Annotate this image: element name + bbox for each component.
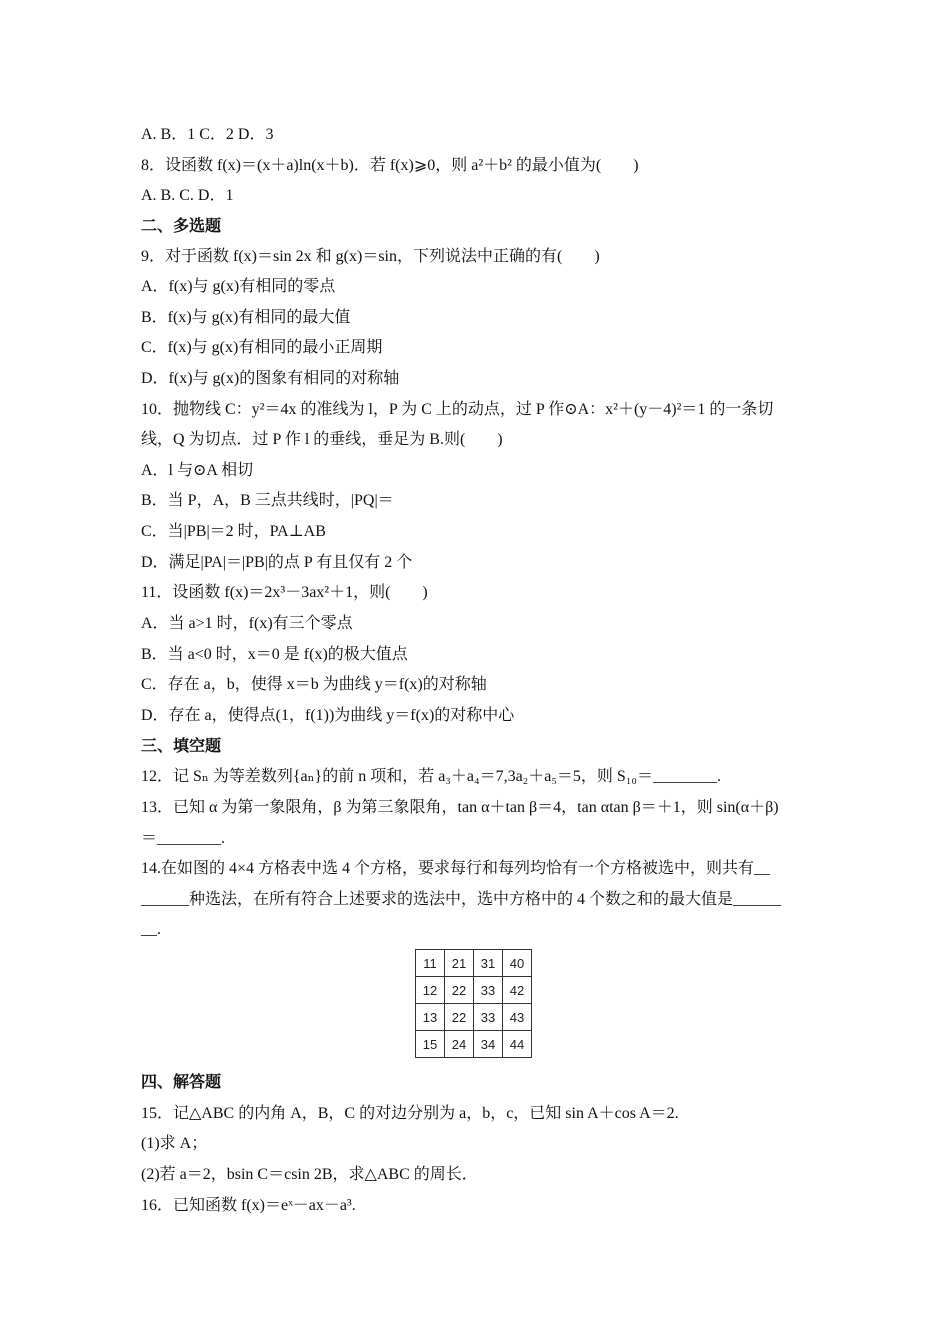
- q7-options: A. B．1 C．2 D．3: [141, 126, 274, 143]
- q13-stem-line2: ＝________.: [141, 830, 226, 847]
- q9-option-a: A．f(x)与 g(x)有相同的零点: [141, 278, 336, 295]
- q9-option-d: D．f(x)与 g(x)的图象有相同的对称轴: [141, 370, 400, 387]
- grid-cell: 21: [445, 950, 474, 977]
- number-grid: [415, 949, 532, 1058]
- grid-cell: 43: [503, 1004, 532, 1031]
- grid-cell: 22: [445, 1004, 474, 1031]
- grid-cell: 33: [474, 1004, 503, 1031]
- grid-cell: 12: [416, 977, 445, 1004]
- q10-stem-line2: 线，Q 为切点．过 P 作 l 的垂线，垂足为 B.则( ): [141, 431, 503, 448]
- q14-stem-line2: ______种选法，在所有符合上述要求的选法中，选中方格中的 4 个数之和的最大值是______: [141, 891, 782, 908]
- q9-option-b: B．f(x)与 g(x)有相同的最大值: [141, 309, 351, 326]
- q8-options: A. B. C. D．1: [141, 187, 234, 204]
- grid-cell: 34: [474, 1031, 503, 1058]
- q11-option-c: C．存在 a，b，使得 x＝b 为曲线 y＝f(x)的对称轴: [141, 676, 487, 693]
- grid-cell: 11: [416, 950, 445, 977]
- section-heading-solutions: 四、解答题: [141, 1074, 222, 1091]
- grid-cell: 13: [416, 1004, 445, 1031]
- q10-option-c: C．当|PB|＝2 时，PA⊥AB: [141, 523, 326, 540]
- grid-cell: 22: [445, 977, 474, 1004]
- q14-stem-line1: 14.在如图的 4×4 方格表中选 4 个方格，要求每行和每列均恰有一个方格被选中，则共有__: [141, 860, 771, 877]
- q9-option-c: C．f(x)与 g(x)有相同的最小正周期: [141, 339, 383, 356]
- q15-stem: 15．记△ABC 的内角 A，B，C 的对边分别为 a，b，c，已知 sin A＋cos A＝2.: [141, 1105, 679, 1122]
- grid-cell: 42: [503, 977, 532, 1004]
- grid-cell: 24: [445, 1031, 474, 1058]
- q14-stem-line3: __.: [141, 921, 161, 938]
- q11-option-b: B．当 a<0 时，x＝0 是 f(x)的极大值点: [141, 646, 408, 663]
- grid-cell: 15: [416, 1031, 445, 1058]
- grid-cell: 33: [474, 977, 503, 1004]
- q11-option-d: D．存在 a，使得点(1，f(1))为曲线 y＝f(x)的对称中心: [141, 707, 515, 724]
- q10-option-a: A．l 与⊙A 相切: [141, 462, 254, 479]
- section-heading-fill-in: 三、填空题: [141, 738, 222, 755]
- q10-stem-line1: 10．抛物线 C：y²＝4x 的准线为 l，P 为 C 上的动点，过 P 作⊙A：x²＋(y－4)²＝1 的一条切: [141, 401, 774, 418]
- q15-part1: (1)求 A；: [141, 1135, 208, 1152]
- q11-stem: 11．设函数 f(x)＝2x³－3ax²＋1，则( ): [141, 584, 428, 601]
- grid-cell: 40: [503, 950, 532, 977]
- grid-row: [416, 1031, 532, 1058]
- q11-option-a: A．当 a>1 时，f(x)有三个零点: [141, 615, 353, 632]
- q10-option-d: D．满足|PA|＝|PB|的点 P 有且仅有 2 个: [141, 554, 413, 571]
- q10-option-b: B．当 P，A，B 三点共线时，|PQ|＝: [141, 492, 394, 509]
- q15-part2: (2)若 a＝2，bsin C＝csin 2B，求△ABC 的周长．: [141, 1166, 478, 1183]
- q13-stem-line1: 13．已知 α 为第一象限角，β 为第三象限角，tan α＋tan β＝4，tan αtan β＝＋1，则 sin(α＋β): [141, 799, 779, 816]
- q9-stem: 9．对于函数 f(x)＝sin 2x 和 g(x)＝sin，下列说法中正确的有( ): [141, 248, 600, 265]
- grid-row: [416, 1004, 532, 1031]
- q12-stem: 12．记 Sₙ 为等差数列{aₙ}的前 n 项和，若 a₃＋a₄＝7,3a₂＋a₅＝5，则 S₁₀＝________.: [141, 768, 721, 785]
- grid-table: [415, 949, 532, 1058]
- grid-row: [416, 950, 532, 977]
- grid-cell: 31: [474, 950, 503, 977]
- section-heading-multiple-choice: 二、多选题: [141, 218, 222, 235]
- q8-stem: 8．设函数 f(x)＝(x＋a)ln(x＋b)．若 f(x)⩾0，则 a²＋b² 的最小值为( ): [141, 157, 639, 174]
- q16-stem: 16．已知函数 f(x)＝eˣ－ax－a³.: [141, 1197, 356, 1214]
- grid-cell: 44: [503, 1031, 532, 1058]
- grid-row: [416, 977, 532, 1004]
